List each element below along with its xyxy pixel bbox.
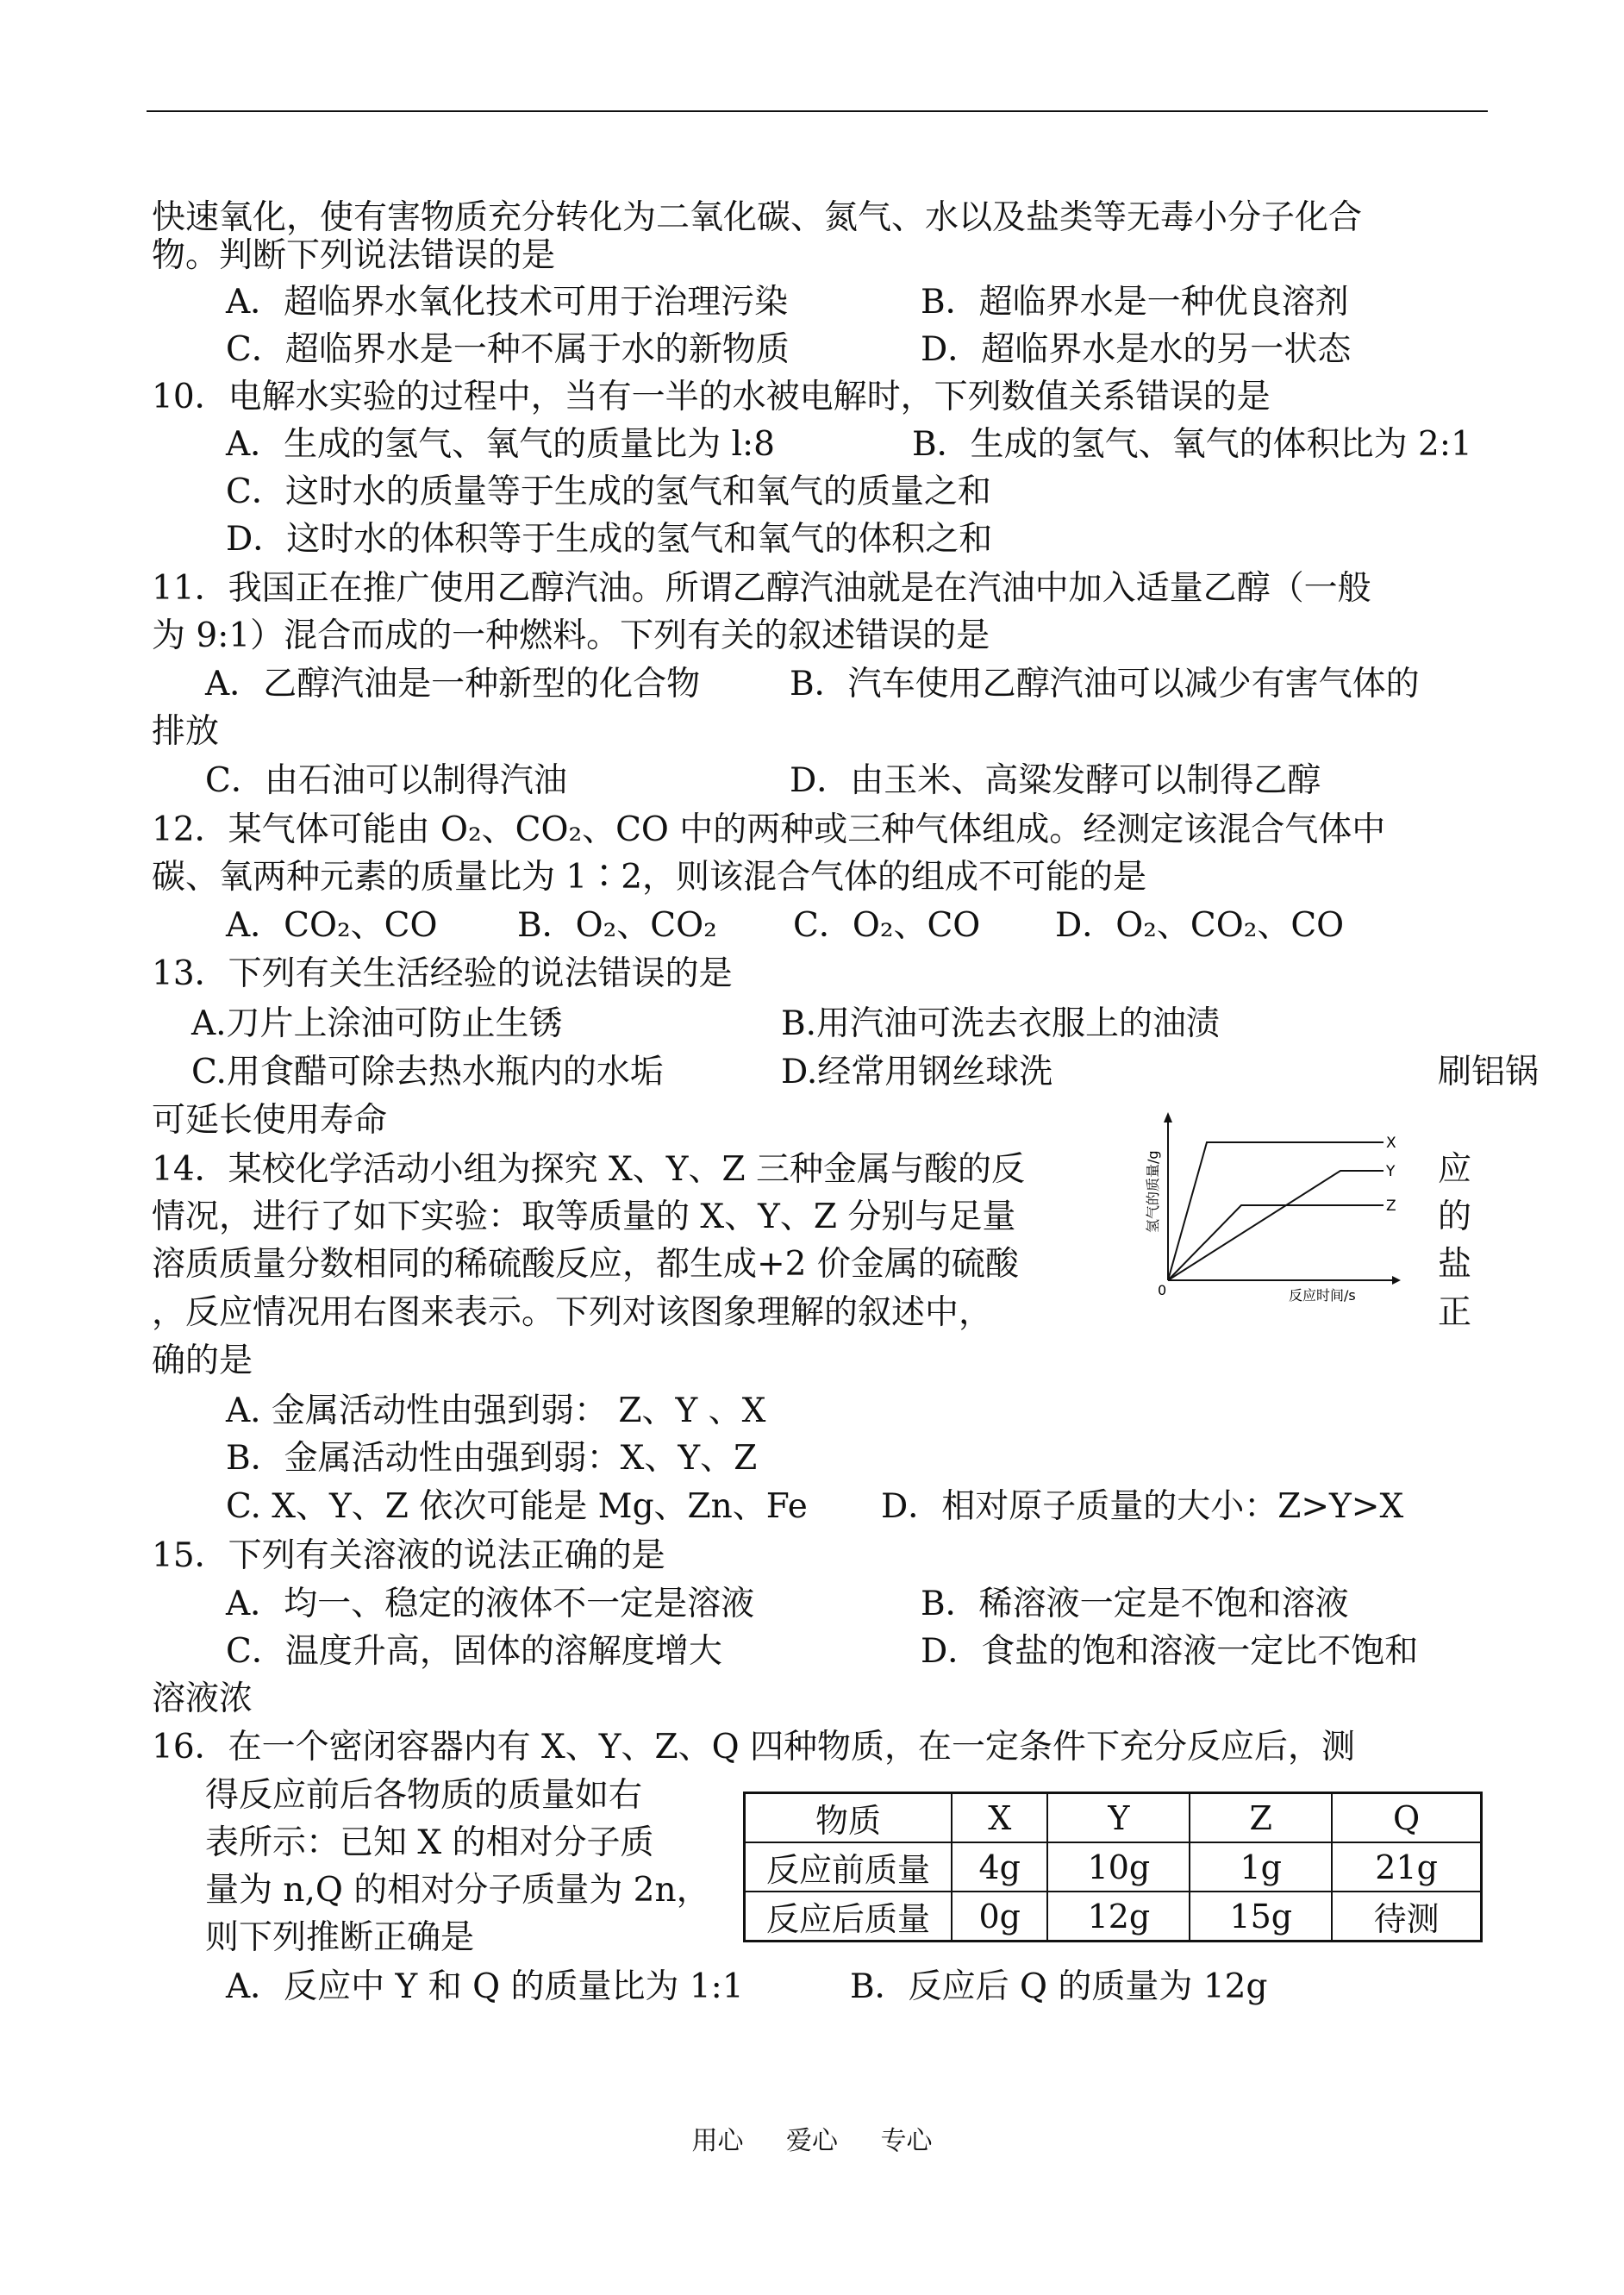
question-13: 13．下列有关生活经验的说法错误的是	[152, 954, 733, 993]
option-b: B.用汽油可洗去衣服上的油渍	[781, 1004, 1221, 1043]
option-c: C．这时水的质量等于生成的氢气和氧气的质量之和	[226, 472, 991, 511]
text-line: 物。判断下列说法错误的是	[152, 236, 556, 275]
option-d: D．食盐的饱和溶液一定比不饱和	[921, 1632, 1419, 1671]
option-c: C. X、Y、Z 依次可能是 Mg、Zn、Fe	[226, 1487, 808, 1526]
text-line: 可延长使用寿命	[152, 1101, 388, 1140]
text-line-end: 的	[1438, 1198, 1472, 1236]
option-d-continued: 刷铝锅	[1438, 1053, 1540, 1091]
footer-word: 专心	[880, 2126, 933, 2156]
question-12: 12．某气体可能由 O₂、CO₂、CO 中的两种或三种气体组成。经测定该混合气体中	[152, 810, 1386, 849]
series-label-z: Z	[1386, 1198, 1396, 1215]
option-d: D．这时水的体积等于生成的氢气和氧气的体积之和	[226, 520, 993, 559]
option-c: C．超临界水是一种不属于水的新物质	[226, 330, 790, 369]
text-line: 量为 n,Q 的相对分子质量为 2n，	[205, 1871, 710, 1910]
y-axis-label: 氢气的质量/g	[1145, 1150, 1161, 1233]
option-b: B．超临界水是一种优良溶剂	[921, 283, 1349, 322]
text-line: 排放	[152, 712, 220, 751]
option-b: B．稀溶液一定是不饱和溶液	[921, 1585, 1349, 1623]
series-line-z	[1168, 1205, 1384, 1280]
table-cell: 10g	[1047, 1842, 1190, 1892]
option-b: B．金属活动性由强到弱：X、Y、Z	[226, 1439, 758, 1478]
option-d: D．超临界水是水的另一状态	[921, 330, 1352, 369]
y-axis-arrow	[1164, 1112, 1172, 1122]
option-b: B．O₂、CO₂	[517, 906, 717, 945]
option-a: A．超临界水氧化技术可用于治理污染	[226, 283, 789, 322]
table-cell: 反应后质量	[745, 1892, 953, 1942]
text-line: 溶质质量分数相同的稀硫酸反应，都生成+2 价金属的硫酸	[152, 1245, 1019, 1284]
table-cell: 15g	[1190, 1892, 1332, 1942]
option-b: B．生成的氢气、氧气的体积比为 2:1	[912, 425, 1472, 464]
table-cell: 1g	[1190, 1842, 1332, 1892]
option-c: C．温度升高，固体的溶解度增大	[226, 1632, 722, 1671]
text-line-end: 应	[1438, 1150, 1472, 1189]
option-c: C．O₂、CO	[793, 906, 981, 945]
text-line-end: 盐	[1438, 1245, 1472, 1284]
header-rule	[147, 110, 1488, 112]
text-line: 溶液浓	[152, 1679, 253, 1718]
text-line: 碳、氧两种元素的质量比为 1∶2，则该混合气体的组成不可能的是	[152, 858, 1147, 897]
text-line: 快速氧化，使有害物质充分转化为二氧化碳、氮气、水以及盐类等无毒小分子化合	[152, 198, 1363, 237]
table-cell: 0g	[952, 1892, 1047, 1942]
option-a: A．CO₂、CO	[226, 906, 438, 945]
option-d: D.经常用钢丝球洗	[781, 1053, 1053, 1091]
table-cell: 待测	[1332, 1892, 1481, 1942]
table-header-cell: Q	[1332, 1793, 1481, 1843]
hydrogen-mass-graph	[1125, 1104, 1418, 1302]
footer-word: 用心	[691, 2126, 744, 2156]
option-d: D．相对原子质量的大小：Z>Y>X	[881, 1487, 1404, 1526]
table-header-row	[745, 1793, 1482, 1843]
option-c: C.用食醋可除去热水瓶内的水垢	[191, 1053, 664, 1091]
text-line: ，反应情况用右图来表示。下列对该图象理解的叙述中，	[152, 1293, 993, 1332]
table-cell: 21g	[1332, 1842, 1481, 1892]
option-a: A．乙醇汽油是一种新型的化合物	[205, 665, 701, 704]
question-10: 10．电解水实验的过程中，当有一半的水被电解时，下列数值关系错误的是	[152, 378, 1271, 416]
text-line: 情况，进行了如下实验：取等质量的 X、Y、Z 分别与足量	[152, 1198, 1016, 1236]
text-line: 为 9:1）混合而成的一种燃料。下列有关的叙述错误的是	[152, 616, 990, 655]
question-11: 11．我国正在推广使用乙醇汽油。所谓乙醇汽油就是在汽油中加入适量乙醇（一般	[152, 569, 1371, 608]
question-14: 14．某校化学活动小组为探究 X、Y、Z 三种金属与酸的反	[152, 1150, 1026, 1189]
option-b: B．汽车使用乙醇汽油可以减少有害气体的	[790, 665, 1420, 704]
text-line: 确的是	[152, 1341, 253, 1380]
table-header-cell: 物质	[745, 1793, 953, 1843]
series-label-x: X	[1386, 1135, 1396, 1152]
option-a: A．均一、稳定的液体不一定是溶液	[226, 1585, 755, 1623]
option-a: A．反应中 Y 和 Q 的质量比为 1:1	[226, 1967, 744, 2006]
text-line: 表所示：已知 X 的相对分子质	[205, 1823, 654, 1862]
table-cell: 4g	[952, 1842, 1047, 1892]
table-header-cell: Y	[1047, 1793, 1190, 1843]
option-a: A．生成的氢气、氧气的质量比为 l:8	[226, 425, 775, 464]
text-line: 得反应前后各物质的质量如右	[205, 1776, 643, 1815]
page-footer	[0, 2119, 1624, 2157]
question-16: 16．在一个密闭容器内有 X、Y、Z、Q 四种物质，在一定条件下充分反应后，测	[152, 1728, 1356, 1767]
mass-table	[743, 1792, 1483, 1942]
option-a: A. 金属活动性由强到弱： Z、Y 、X	[226, 1391, 766, 1430]
option-a: A.刀片上涂油可防止生锈	[191, 1004, 563, 1043]
text-line: 则下列推断正确是	[205, 1918, 475, 1957]
table-row	[745, 1892, 1482, 1942]
option-d: D．O₂、CO₂、CO	[1055, 906, 1345, 945]
table-cell: 12g	[1047, 1892, 1190, 1942]
series-line-y	[1168, 1171, 1384, 1280]
graph-origin: 0	[1158, 1282, 1167, 1298]
option-b: B．反应后 Q 的质量为 12g	[850, 1967, 1268, 2006]
table-header-cell: X	[952, 1793, 1047, 1843]
x-axis-label: 反应时间/s	[1289, 1287, 1356, 1302]
option-c: C．由石油可以制得汽油	[205, 761, 567, 800]
table-row	[745, 1842, 1482, 1892]
question-15: 15．下列有关溶液的说法正确的是	[152, 1536, 665, 1575]
table-header-cell: Z	[1190, 1793, 1332, 1843]
text-line-end: 正	[1438, 1293, 1472, 1332]
x-axis-arrow	[1392, 1276, 1401, 1285]
table-cell: 反应前质量	[745, 1842, 953, 1892]
footer-word: 爱心	[786, 2126, 838, 2156]
series-label-y: Y	[1386, 1163, 1396, 1180]
option-d: D．由玉米、高粱发酵可以制得乙醇	[790, 761, 1321, 800]
